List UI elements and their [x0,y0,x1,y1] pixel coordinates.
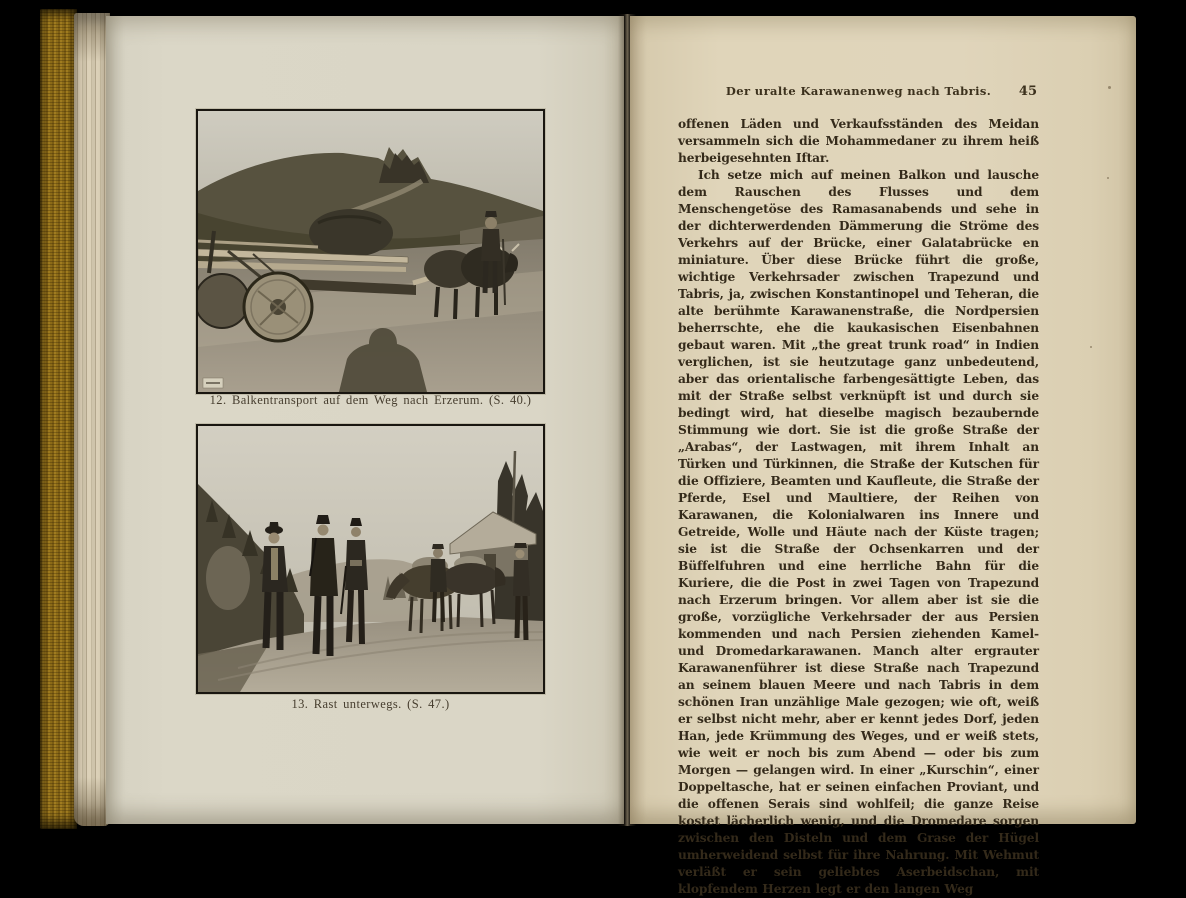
figure-caption: 13. Rast unterwegs. (S. 47.) [291,697,450,711]
paragraph: offenen Läden und Verkaufsständen des Meidan versammeln sich die Mohammedaner zu ihrem heiß herbeigesehnten Iftar. [678,117,1039,165]
photo-rast-unterwegs [198,426,543,692]
traveler-head [269,533,280,544]
left-page [106,16,624,824]
traveler-head [351,527,361,537]
traveler-head [318,525,329,536]
page-number: 45 [1018,84,1037,99]
horse-leader-head [433,548,443,558]
boy-coat [513,560,530,596]
paper-speck [1108,86,1111,89]
driver-hat [485,211,497,217]
figure-rast-unterwegs [196,424,545,694]
page-edges [74,13,110,826]
right-page [630,16,1136,896]
running-header-row [678,84,1039,100]
boy-head [516,550,525,559]
photo-balkentransport [198,111,543,392]
body-text [678,116,1039,898]
horse-leader-body [430,559,447,592]
paragraph: Ich setze mich auf meinen Balkon und lausche dem Rauschen des Flusses und dem Menschengetöse des Ramasanabends und sehe in der dichterwerdenden Dämmerung die Ströme des Verkehrs auf der Brücke, einer Galatabrücke en miniature. Über diese Brücke führt die große, wichtige Verkehrsader zwischen Trapezund und Tabris, ja, zwischen Konstantinopel und Teheran, die alte berühmte Karawanenstraße, die Nordpersien beherrschte, ehe die kaukasischen Eisenbahnen gebaut waren. Mit „the great trunk road“ in Indien verglichen, ist sie heutzutage ganz unbedeutend, aber das orientalische farbengesättigte Leben, das mit der Straße selbst verknüpft ist und durch sie bedingt wird, hat dieselbe magisch bezaubernde Stimmung wie dort. Sie ist die große Straße der „Arabas“, der Lastwagen, mit ihrem Inhalt an Türken und Türkinnen, die Straße der Kutschen für die Offiziere, Beamten und Kaufleute, die Straße der Pferde, Esel und Maultiere, der Reihen von Karawanen, die Kolonialwaren ins Innere und Getreide, Wolle und Häute nach der Küste tragen; sie ist die Straße der Ochsenkarren und der Büffelfuhren und eine herrliche Bahn für die Kuriere, die die Post in zwei Tagen von Trapezund nach Erzerum bringen. Vor allem aber ist sie die große, vorzügliche Verkehrsader der aus Persien kommenden und nach Persien ziehenden Kamel- und Dromedarkarawanen. Manch alter ergrauter Karawanenführer ist diese Straße nach Trapezund an seinem blauen Meere und nach Tabris in dem schönen Iran unzählige Male gezogen; wie oft, weiß er selbst nicht mehr, aber er kennt jedes Dorf, jeden Han, jede Krümmung des Weges, und er weiß stets, wie weit er noch bis zum Abend — oder bis zum Morgen — gelangen wird. In einer „Kurschin“, einer Doppeltasche, hat er seinen einfachen Proviant, und die offenen Serais sind wohlfeil; die ganze Reise kostet lächerlich wenig, und die Dromedare sorgen zwischen den Disteln und dem Grase der Hügel umherweidend selbst für ihre Nahrung. Mit Wehmut verläßt er sein geliebtes Aserbeidschan, mit klopfendem Herzen legt er den langen Weg [678,168,1039,896]
paper-speck [1090,346,1092,348]
driver-head [485,217,497,229]
running-header: Der uralte Karawanenweg nach Tabris. [725,84,992,98]
figure-caption: 12. Balkentransport auf dem Weg nach Erzerum. (S. 40.) [209,393,532,407]
book-cover-edge [40,9,77,829]
figure-balkentransport [196,109,545,394]
cart-wheel-rear [198,274,249,328]
paper-speck [1107,177,1109,179]
driver-body [481,229,501,261]
